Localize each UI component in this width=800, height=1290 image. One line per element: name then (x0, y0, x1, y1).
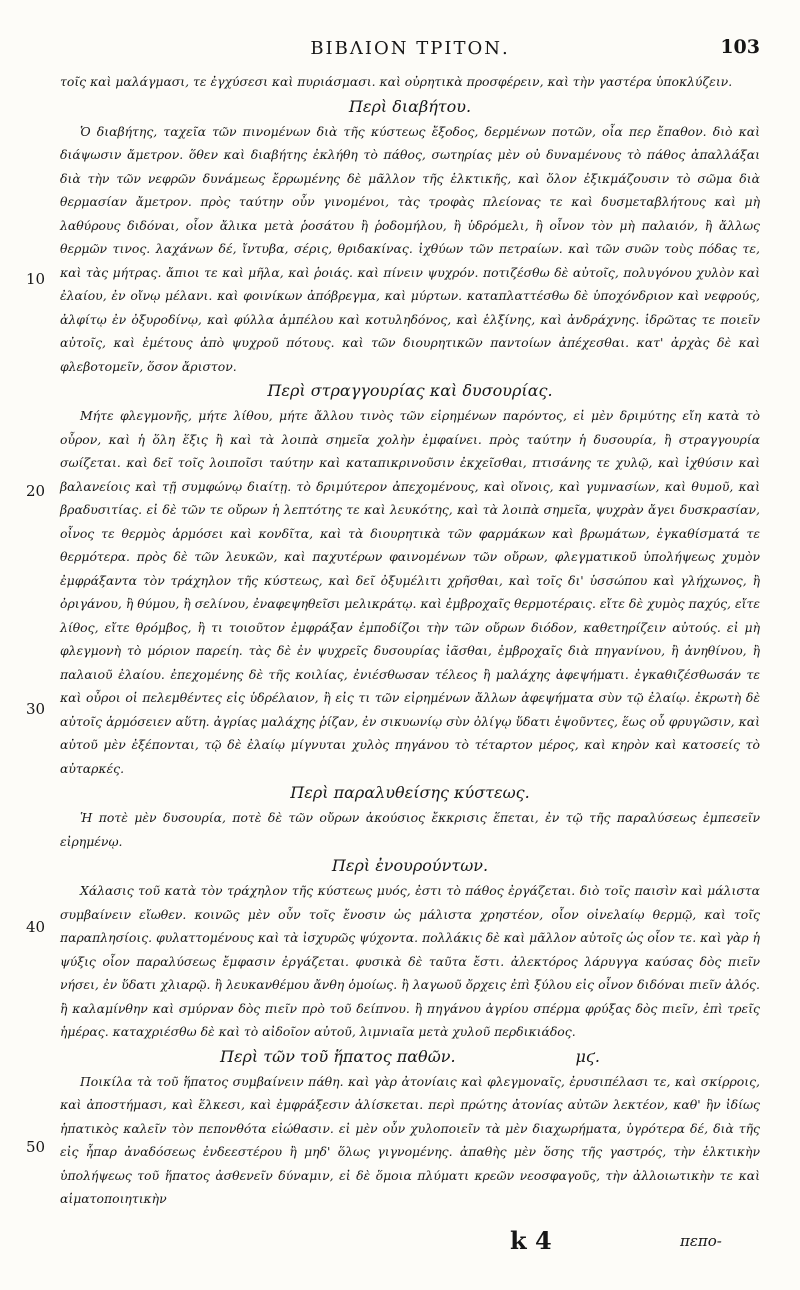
chapter-number: μϛ. (575, 1046, 600, 1066)
text-paragraph: Χάλασις τοῦ κατὰ τὸν τράχηλον τῆς κύστεως μυός, ἐστι τὸ πάθος ἐργάζεται. διὸ τοῖς παισὶν καὶ μάλιστα συμβαίνειν εἴωθεν. κοινῶς μὲν οὖν τοῖς ἔνοσιν ὡς μάλιστα χρηστέον, οἷον οἰνελαίῳ θερμῷ, καὶ τοῖς παραπλησίοις. φυλαττομένους καὶ τὰ ἰσχυρῶς ψύχοντα. πολλάκις δὲ καὶ μᾶλλον αὐτοῖς ὡς οἷον τε. καὶ γὰρ ἡ ψύξις οἷον παραλύσεως ἔμφασιν ἐργάζεται. φυσικὰ δὲ ταῦτα ἔστι. ἀλεκτόρος λάρυγγα καύσας δὸς πιεῖν νήσει, ἐν ὕδατι χλιαρῷ. ἢ λευκανθέμου ἄνθη ὁμοίως. ἢ λαγωοῦ ὄρχεις ἐπὶ ξύλου εἰς οἶνον διδόναι πιεῖν ἀλός. ἢ καλαμίνθην καὶ σμύρναν δὸς πιεῖν πρὸ τοῦ δείπνου. ἢ πηγάνου ἀγρίου σπέρμα φρύξας δὸς πιεῖν, ἐπὶ τρεῖς ἡμέρας. καταχριέσθω δὲ καὶ τὸ αἰδοῖον αὐτοῦ, λιμνιαῖα μετὰ χυλοῦ περδικιάδος. (60, 883, 760, 1039)
section-heading: Περὶ ἐνουρούντων. (331, 856, 489, 875)
margin-line-number: 10 (26, 270, 46, 288)
signature-mark: k 4 (510, 1226, 552, 1255)
main-text (60, 70, 760, 1211)
running-head (60, 36, 760, 66)
margin-line-number: 20 (26, 482, 46, 500)
text-paragraph: τοῖς καὶ μαλάγμασι, τε ἐγχύσεσι καὶ πυριάσμασι. καὶ οὐρητικὰ προσφέρειν, καὶ τὴν γαστέρα ὑποκλύζειν. (60, 74, 733, 89)
section-heading: Περὶ παραλυθείσης κύστεως. (290, 783, 530, 802)
section-heading (60, 1044, 760, 1070)
margin-line-number: 40 (26, 918, 46, 936)
text-paragraph: Ὁ διαβήτης, ταχεῖα τῶν πινομένων διὰ τῆς κύστεως ἔξοδος, δερμένων ποτῶν, οἶα περ ἔπαθον. διὸ καὶ διάψωσιν ἄμετρον. ὅθεν καὶ διαβήτης ἐκλήθη τὸ πάθος, σωτηρίας μὲν οὐ δυναμένους τὸ πάθος ἀπαλλάξαι διὰ τὴν τῶν νεφρῶν δυνάμεως ἔρρωμένης δὲ μᾶλλον τῆς ἑλκτικῆς, καὶ ὅλον ἐξικμάζουσιν τὸ σῶμα διὰ θερμασίαν ἄμετρον. πρὸς ταύτην οὖν γινομένοι, τὰς τροφὰς πλείονας τε καὶ δυσμεταβλήτους καὶ μὴ λαθύρους διδόναι, οἷον ἄλικα μετὰ ῥοσάτου ἢ ῥοδομήλου, ἢ ὑδρόμελι, ἢ οἶνον τὸν μὴ παλαιόν, ἢ ἄλλως θερμῶν τινος. λαχάνων δέ, ἴντυβα, σέρις, θριδακίνας. ἰχθύων τῶν πετραίων. καὶ τῶν συῶν τοὺς πόδας τε, καὶ τὰς μήτρας. ἄπιοι τε καὶ μῆλα, καὶ ῥοιάς. καὶ πίνειν ψυχρόν. ποτιζέσθω δὲ αὐτοῖς, πολυγόνου χυλὸν καὶ ἐλαίου, ἐν οἴνῳ μέλανι. καὶ φοινίκων ἀπόβρεγμα, καὶ μύρτων. καταπλαττέσθω δὲ ὑποχόνδριον καὶ νεφρούς, ἀλφίτῳ ἐν ὀξυροδίνῳ, καὶ φύλλα ἀμπέλου καὶ κοτυληδόνος, καὶ ἑλξίνης, καὶ ἀνδράχνης. ἱδρῶτας τε ποιεῖν αὐτοῖς, καὶ ἐμέτους ἀπὸ ψυχροῦ πότους. καὶ τῶν διουρητικῶν παντοίων ἀπέχεσθαι. κατ' ἀρχὰς δὲ καὶ φλεβοτομεῖν, ὅσον ἄριστον. (60, 123, 760, 374)
margin-line-number: 30 (26, 700, 46, 718)
catchword: πεπο- (680, 1232, 722, 1250)
page-number: 103 (720, 36, 760, 58)
section-heading-title: Περὶ τῶν τοῦ ἥπατος παθῶν. (219, 1046, 456, 1066)
section-heading: Περὶ διαβήτου. (348, 96, 472, 116)
margin-line-number: 50 (26, 1138, 46, 1156)
section-heading: Περὶ στραγγουρίας καὶ δυσουρίας. (267, 381, 553, 400)
text-paragraph: Ἡ ποτὲ μὲν δυσουρία, ποτὲ δὲ τῶν οὔρων ἀκούσιος ἔκκρισις ἕπεται, ἐν τῷ τῆς παραλύσεως ἐμπεσεῖν εἰρημένῳ. (60, 810, 760, 849)
text-paragraph: Μήτε φλεγμονῆς, μήτε λίθου, μήτε ἄλλου τινὸς τῶν εἰρημένων παρόντος, εἰ μὲν δριμύτης εἴη κατὰ τὸ οὖρον, καὶ ἡ ὅλη ἕξις ἢ καὶ τὰ λοιπὰ σημεῖα χολὴν ἐμφαίνει. πρὸς ταύτην ἡ δυσουρία, ἢ στραγγουρία σωίζεται. καὶ δεῖ τοῖς λοιποῖσι ταύτην καὶ καταπικρινοῦσιν ἐκχεῖσθαι, πτισάνης τε χυλῷ, καὶ ἰχθύσιν καὶ βαλανείοις καὶ τῇ συμφώνῳ διαίτῃ. τὸ δριμύτερον ἀπεχομένους, καὶ οἴνοις, καὶ γυμνασίων, καὶ θυμοῦ, καὶ βραδυσιτίας. εἰ δὲ τῶν τε οὔρων ἡ λεπτότης τε καὶ λευκότης, καὶ τὰ λοιπὰ σημεῖα, ψυχρὰν ἄγει δυσκρασίαν, οἶνος τε θερμὸς ἁρμόσει καὶ κονδῖτα, καὶ τὰ διουρητικὰ τῶν φαρμάκων καὶ βρωμάτων, ἐγκαθίσματά τε θερμότερα. πρὸς δὲ τῶν λευκῶν, καὶ παχυτέρων φαινομένων τῶν οὔρων, φλεγματικοῦ ὑπολήψεως χυμὸν ἐμφράξαντα τὸν τράχηλον τῆς κύστεως, καὶ δεῖ ὀξυμέλιτι χρῆσθαι, καὶ τοῖς δι' ὑσσώπου καὶ γλήχωνος, ἢ ὀριγάνου, ἢ θύμου, ἢ σελίνου, ἐναφεψηθεῖσι μελικράτῳ. καὶ ἐμβροχαῖς θερμοτέραις. εἴτε δὲ χυμὸς παχύς, εἴτε λίθος, εἴτε θρόμβος, ἢ τι τοιοῦτον ἐμφράξαν ἐμποδίζοι τὴν τῶν οὔρων διόδον, καθετηρίζειν αὐτούς. εἰ μὴ φλεγμονὴ τὸ μόριον παρείη. τὰς δὲ ἐν ψυχρεῖς δυσουρίας ἰᾶσθαι, ἐμβροχαῖς διὰ πηγανίνου, ἢ ἀνηθίνου, ἢ παλαιοῦ ἐλαίου. ἐπεχομένης δὲ τῆς κοιλίας, ἐνιέσθωσαν τέλεος ἢ μαλάχης ἀφεψήματι. ἐγκαθιζέσθωσάν τε καὶ οὖροι οἱ πελεμθέντες εἰς ὑδρέλαιον, ἢ εἰς τι τῶν εἰρημένων ἄλλων ἀφεψήματα σὺν τῷ ἐλαίῳ. ἐκρωτὴ δὲ αὐτοῖς ἁρμόσειεν αὕτη. ἀγρίας μαλάχης ῥίζαν, ἐν σικυωνίῳ σὺν ὀλίγῳ ὕδατι ἑψοῦντες, ἕως οὗ φρυγῶσιν, καὶ αὐτοῦ μὲν ἐξέπονται, τῷ δὲ ἐλαίῳ μίγνυται χυλὸς πηγάνου τὸ τέταρτον μέρος, καὶ κηρὸν καὶ κατοσείς τὸ αὐταρκές. (60, 408, 760, 776)
text-paragraph: Ποικίλα τὰ τοῦ ἥπατος συμβαίνειν πάθη. καὶ γὰρ ἀτονίαις καὶ φλεγμοναῖς, ἐρυσιπέλασι τε, καὶ σκίρροις, καὶ ἀποστήμασι, καὶ ἕλκεσι, καὶ ἐμφράξεσιν ἁλίσκεται. περὶ πρώτης ἀτονίας αὐτῶν λεκτέον, καθ' ἣν ἰδίως ἡπατικὸς καλεῖν τὸν πεπονθότα εἰώθασιν. εἰ μὲν οὖν χυλοποιεῖν τὰ μὲν διαχωρήματα, ὑγρότερα δέ, διὰ τῆς εἰς ἧπαρ ἀναδόσεως ἐνδεεστέρου ἢ μηδ' ὅλως γιγνομένης. ἀπαθὴς μὲν ὅσης τῆς γαστρός, τὴν ἑλκτικὴν ὑπολήψεως τοῦ ἥπατος ἀσθενεῖν δύναμιν, εἰ δὲ ὅμοια πλύματι κρεῶν νεοσφαγοῦς, τὴν ἀλλοιωτικὴν τε καὶ αἱματοποιητικὴν (60, 1073, 760, 1206)
running-title: ΒΙΒΛΙΟΝ ΤΡΙΤΟΝ. (310, 38, 510, 59)
